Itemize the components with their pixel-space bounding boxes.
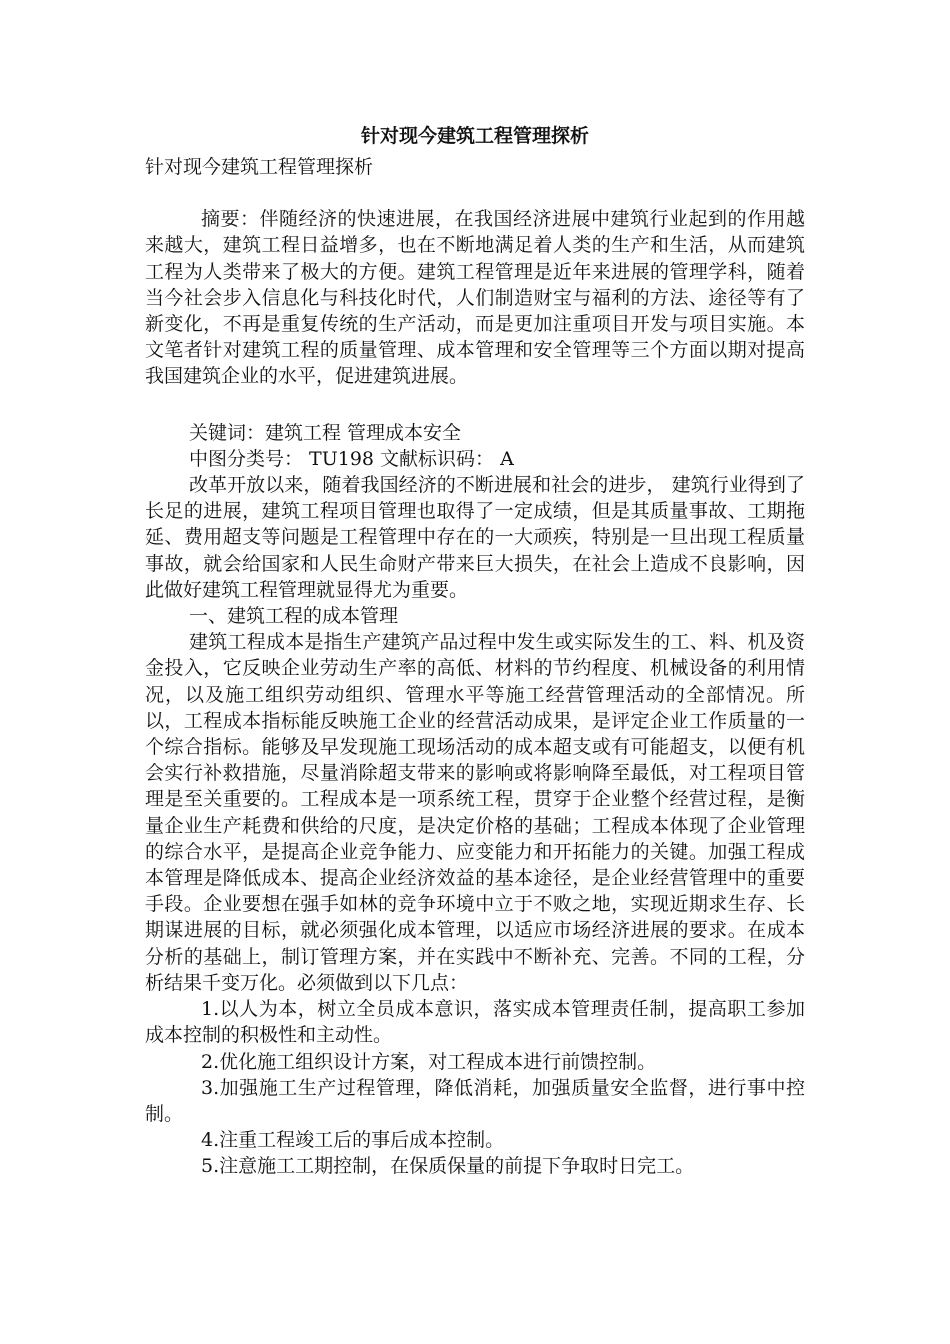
document-subtitle: 针对现今建筑工程管理探析 [145, 156, 374, 178]
keywords-line: 关键词：建筑工程 管理成本安全 [189, 421, 462, 444]
document-title: 针对现今建筑工程管理探析 [360, 125, 589, 147]
list-item-point-5: 5.注意施工工期控制，在保质保量的前提下争取时日完工。 [201, 1155, 695, 1178]
intro-paragraph: 改革开放以来，随着我国经济的不断进展和社会的进步， 建筑行业得到了长足的进展，建筑工程项目管理也取得了一定成绩，但是其质量事故、工期拖延、费用超支等问题是工程管理中存在的一大顽疾，特别是一旦出现工程质量事故，就会给国家和人民生命财产带来巨大损失，在社会上造成不良影响，因此做好建筑工程管理就显得尤为重要。 [145, 474, 805, 601]
list-item-point-3: 3.加强施工生产过程管理，降低消耗，加强质量安全监督，进行事中控制。 [145, 1076, 805, 1125]
list-item-point-2: 2.优化施工组织设计方案，对工程成本进行前馈控制。 [201, 1050, 657, 1073]
list-item-point-1: 1.以人为本，树立全员成本意识，落实成本管理责任制，提高职工参加成本控制的积极性和主动性。 [145, 998, 805, 1047]
abstract-paragraph: 摘要：伴随经济的快速进展，在我国经济进展中建筑行业起到的作用越来越大，建筑工程日益增多，也在不断地满足着人类的生产和生活，从而建筑工程为人类带来了极大的方便。建筑工程管理是近年来进展的管理学科，随着当今社会步入信息化与科技化时代，人们制造财宝与福利的方法、途径等有了新变化，不再是重复传统的生产活动，而是更加注重项目开发与项目实施。本文笔者针对建筑工程的质量管理、成本管理和安全管理等三个方面以期对提高我国建筑企业的水平，促进建筑进展。 [145, 208, 805, 388]
section-body-paragraph: 建筑工程成本是指生产建筑产品过程中发生或实际发生的工、料、机及资金投入，它反映企业劳动生产率的高低、材料的节约程度、机械设备的利用情况，以及施工组织劳动组织、管理水平等施工经营管理活动的全部情况。所以，工程成本指标能反映施工企业的经营活动成果，是评定企业工作质量的一个综合指标。能够及早发现施工现场活动的成本超支或有可能超支，以便有机会实行补救措施，尽量消除超支带来的影响或将影响降至最低，对工程项目管理是至关重要的。工程成本是一项系统工程，贯穿于企业整个经营过程，是衡量企业生产耗费和供给的尺度，是决定价格的基础；工程成本体现了企业管理的综合水平，是提高企业竞争能力、应变能力和开拓能力的关键。加强工程成本管理是降低成本、提高企业经济效益的基本途径，是企业经营管理中的重要手段。企业要想在强手如林的竞争环境中立于不败之地，实现近期求生存、长期谋进展的目标，就必须强化成本管理，以适应市场经济进展的要求。在成本分析的基础上，制订管理方案，并在实践中不断补充、完善。不同的工程，分析结果千变万化。必须做到以下几点： [145, 631, 805, 994]
document-page [145, 118, 805, 1180]
section-heading: 一、建筑工程的成本管理 [189, 605, 399, 628]
classification-line: 中图分类号： TU198 文献标识码： A [189, 447, 514, 470]
list-item-point-4: 4.注重工程竣工后的事后成本控制。 [201, 1129, 505, 1152]
